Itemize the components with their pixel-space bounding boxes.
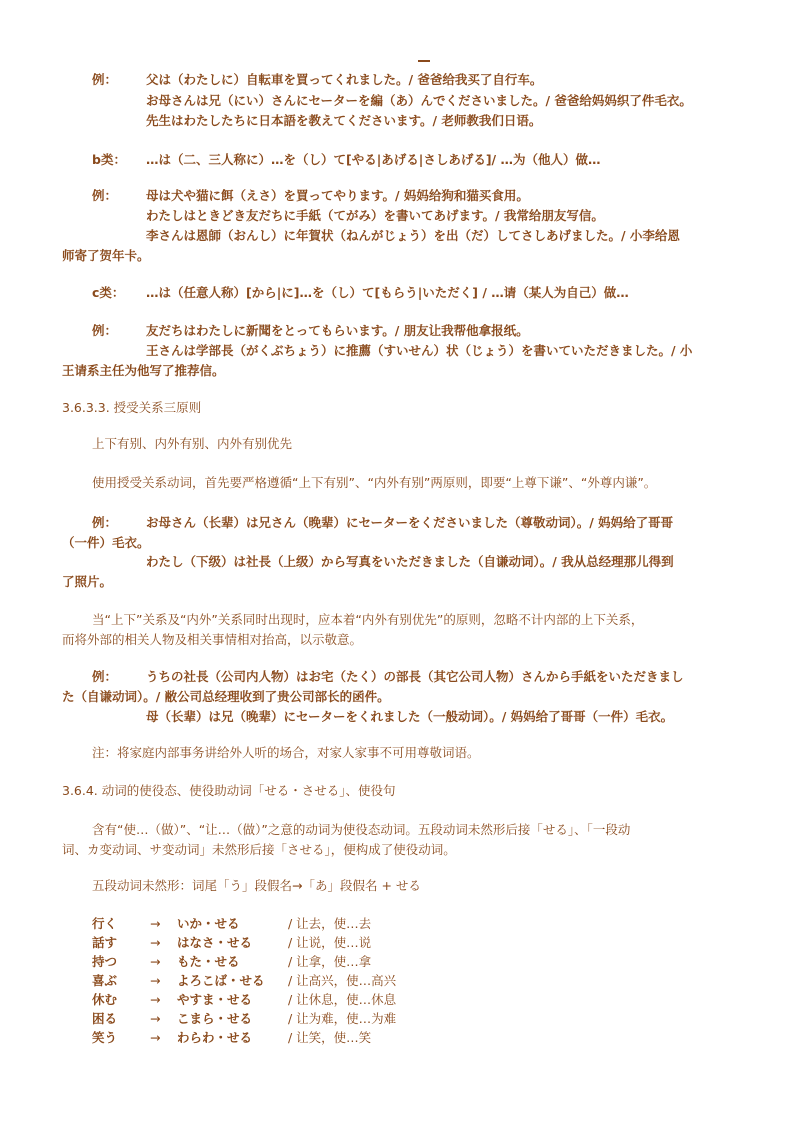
verb-cell: 休む (92, 992, 118, 1007)
section-heading: 3.6.3.3. 授受关系三原则 (62, 400, 202, 415)
verb-cell: 喜ぶ (92, 973, 118, 988)
meaning-cell: / 让笑，使…笑 (288, 1030, 372, 1045)
example-line: 母（长辈）は兄（晚辈）にセーターをくれました（一般动词）。/ 妈妈给了哥哥（一件）毛衣。 (146, 709, 674, 724)
verb-cell: 困る (92, 1011, 118, 1026)
arrow-icon: → (150, 973, 161, 988)
paragraph: 词、カ变动词、サ变动词」未然形后接「させる」，便构成了使役动词。 (62, 842, 456, 857)
form-cell: はなさ・せる (177, 935, 253, 950)
note: 注：将家庭内部事务讲给外人听的场合，对家人家事不可用尊敬词语。 (92, 745, 480, 760)
meaning-cell: / 让为难，使…为难 (288, 1011, 397, 1026)
verb-cell: 持つ (92, 954, 118, 969)
example-line: （一件）毛衣。 (62, 535, 150, 550)
arrow-icon: → (150, 1030, 161, 1045)
example-line: 李さんは恩師（おんし）に年賀状（ねんがじょう）を出（だ）してさしあげました。/ 小李给恩 (146, 228, 680, 243)
meaning-cell: / 让去，使…去 (288, 916, 372, 931)
arrow-icon: → (150, 992, 161, 1007)
meaning-cell: / 让高兴，使…高兴 (288, 973, 397, 988)
meaning-cell: / 让拿，使…拿 (288, 954, 372, 969)
example-line: わたしはときどき友だちに手紙（てがみ）を書いてあげます。/ 我常给朋友写信。 (146, 208, 604, 223)
example-line: お母さん（长辈）は兄さん（晚辈）にセーターをくださいました（尊敬动词）。/ 妈妈给了哥哥 (146, 515, 674, 530)
class-rule-c: …は（任意人称）[から|に]…を（し）て[もらう|いただく] / …请（某人为自己）做… (146, 285, 629, 300)
example-line: 师寄了贺年卡。 (62, 248, 150, 263)
example-line: 先生はわたしたちに日本語を教えてくださいます。/ 老师教我们日语。 (146, 113, 542, 128)
example-line: 王请系主任为他写了推荐信。 (62, 363, 225, 378)
paragraph: 使用授受关系动词，首先要严格遵循“上下有别”、“内外有别”两原则，即要“上尊下谦”、“外尊内谦”。 (92, 475, 657, 490)
paragraph: 而将外部的相关人物及相关事情相对抬高，以示敬意。 (62, 632, 363, 647)
example-line: うちの社長（公司内人物）はお宅（たく）の部長（其它公司人物）さんから手紙をいただきまし (146, 669, 684, 684)
form-cell: やすま・せる (177, 992, 253, 1007)
meaning-cell: / 让休息，使…休息 (288, 992, 397, 1007)
class-label-b: b类： (92, 152, 126, 167)
example-label: 例： (92, 188, 118, 203)
class-rule-b: …は（二、三人称に）…を（し）て[やる|あげる|さしあげる]/ …为（他人）做… (146, 152, 601, 167)
example-label: 例： (92, 323, 118, 338)
example-line: わたし（下级）は社長（上级）から写真をいただきました（自谦动词）。/ 我从总经理那儿得到 (146, 554, 674, 569)
arrow-icon: → (150, 1011, 161, 1026)
verb-cell: 話す (92, 935, 118, 950)
paragraph: 当“上下”关系及“内外”关系同时出现时，应本着“内外有别优先”的原则，忽略不计内部的上下关系， (92, 612, 644, 627)
paragraph: 含有“使…（做）”、“让…（做）”之意的动词为使役态动词。五段动词未然形后接「せる」、「一段动 (92, 822, 631, 837)
form-cell: わらわ・せる (177, 1030, 253, 1045)
meaning-cell: / 让说，使…说 (288, 935, 372, 950)
arrow-icon: → (150, 935, 161, 950)
example-label: 例： (92, 669, 118, 684)
example-line: 父は（わたしに）自転車を買ってくれました。/ 爸爸给我买了自行车。 (146, 72, 543, 87)
example-label: 例： (92, 515, 118, 530)
section-heading: 3.6.4. 动词的使役态、使役助动词「せる・させる」、使役句 (62, 783, 396, 798)
example-line: お母さんは兄（にい）さんにセーターを編（あ）んでくださいました。/ 爸爸给妈妈织了件毛衣。 (146, 93, 692, 108)
verb-cell: 行く (92, 916, 118, 931)
arrow-icon: → (150, 954, 161, 969)
example-line: 友だちはわたしに新聞をとってもらいます。/ 朋友让我帮他拿报纸。 (146, 323, 529, 338)
verb-cell: 笑う (92, 1030, 118, 1045)
form-cell: もた・せる (177, 954, 240, 969)
example-line: た（自谦动词）。/ 敝公司总经理收到了贵公司部长的函件。 (62, 689, 390, 704)
example-line: 母は犬や猫に餌（えさ）を買ってやります。/ 妈妈给狗和猫买食用。 (146, 188, 529, 203)
example-label: 例： (92, 72, 118, 87)
page-top-mark (418, 60, 430, 62)
form-cell: こまら・せる (177, 1011, 253, 1026)
subheading: 上下有别、内外有别、内外有别优先 (92, 436, 293, 451)
arrow-icon: → (150, 916, 161, 931)
form-cell: よろこば・せる (177, 973, 265, 988)
example-line: 了照片。 (62, 574, 113, 589)
rule-line: 五段动词未然形：词尾「う」段假名→「あ」段假名 + せる (92, 878, 421, 893)
form-cell: いか・せる (177, 916, 240, 931)
example-line: 王さんは学部長（がくぶちょう）に推薦（すいせん）状（じょう）を書いていただきました。/ 小 (146, 343, 693, 358)
class-label-c: c类： (92, 285, 125, 300)
